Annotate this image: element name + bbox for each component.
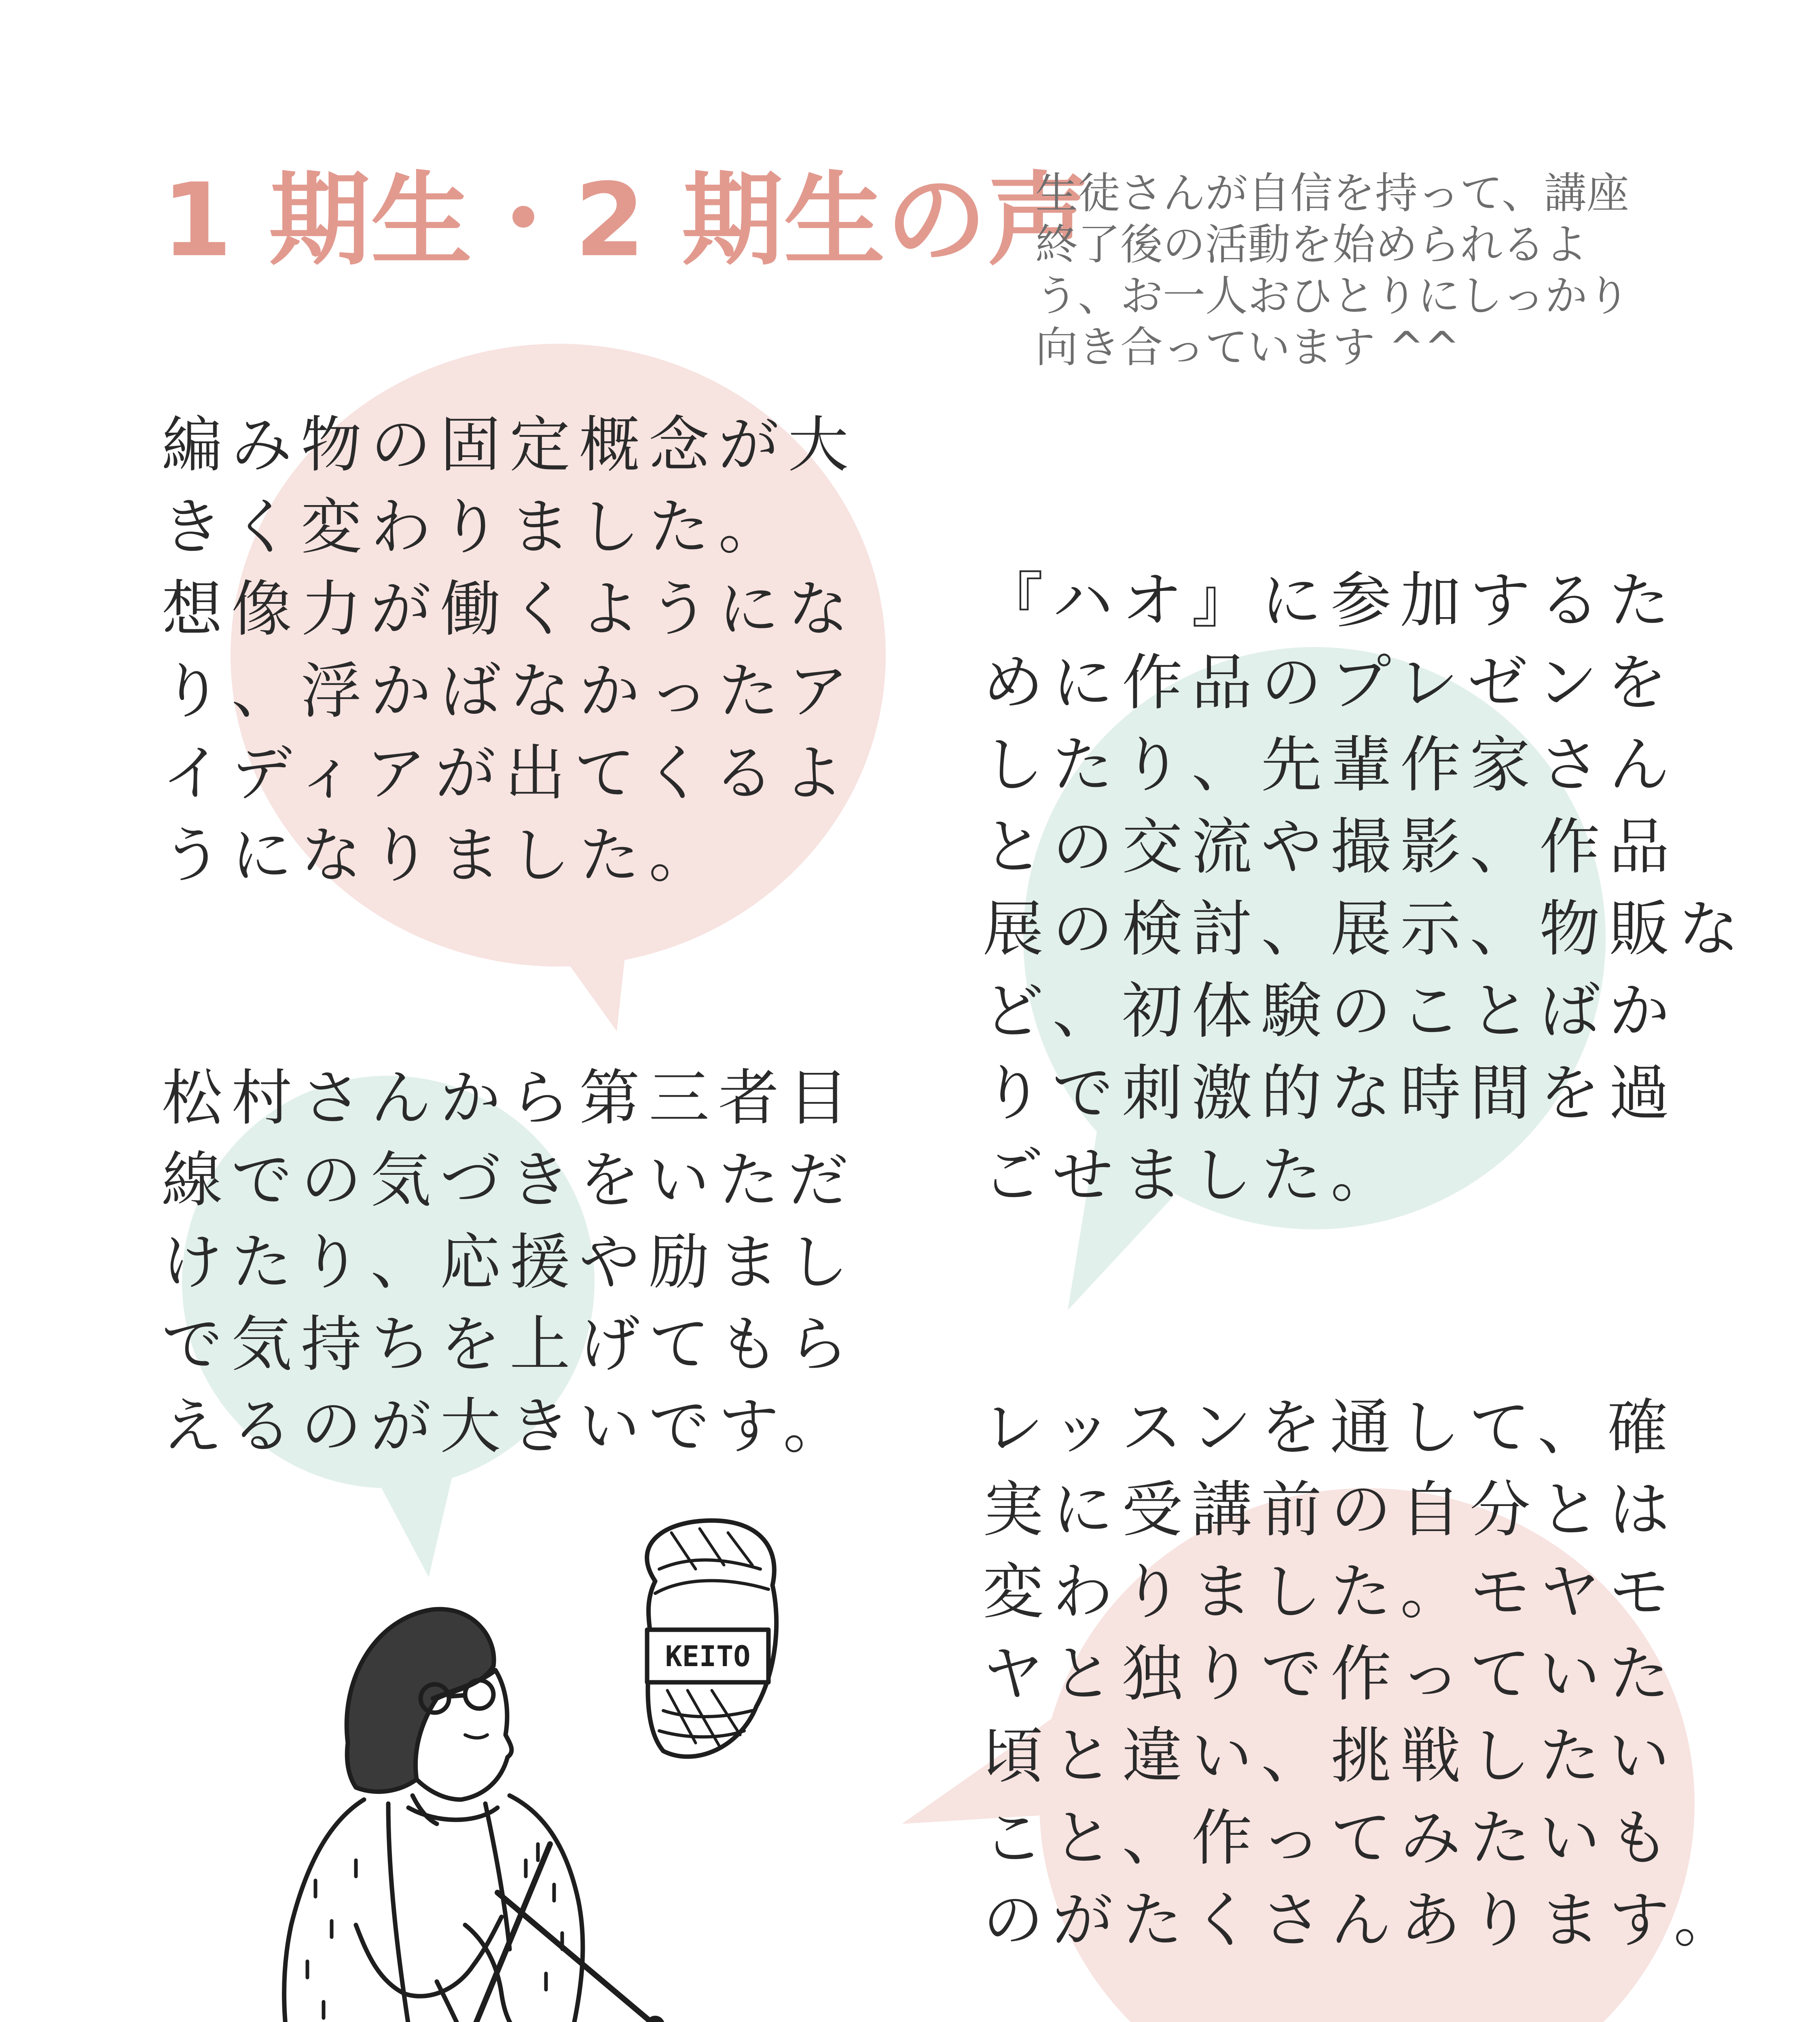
testimonial-line: うになりました。	[162, 821, 719, 891]
testimonial-line: 変わりました。モヤモ	[983, 1557, 1679, 1627]
testimonial-line: 編み物の固定概念が大	[162, 410, 858, 480]
testimonial-line: ごせました。	[983, 1140, 1401, 1211]
testimonial-line: きく変わりました。	[162, 492, 788, 563]
testimonial-line: けたり、応援や励まし	[162, 1227, 858, 1298]
testimonial-line: のがたくさんあります。	[983, 1885, 1744, 1956]
testimonial-line: との交流や撮影、作品	[983, 812, 1679, 882]
testimonial-line: 松村さんから第三者目	[162, 1063, 858, 1134]
testimonial-line: イディアが出てくるよ	[162, 738, 853, 809]
testimonial-line: り、浮かばなかったア	[162, 656, 858, 727]
testimonial-line: めに作品のプレゼンを	[983, 648, 1676, 718]
testimonial-line: こと、作ってみたいも	[983, 1803, 1679, 1874]
intro-line: 終了後の活動を始められるよ	[1035, 220, 1588, 269]
testimonial-line: えるのが大きいです。	[162, 1392, 853, 1462]
testimonial-line: 線での気づきをいただ	[162, 1145, 858, 1216]
testimonial-line: 頃と違い、挑戦したい	[983, 1721, 1679, 1791]
testimonial-line: レッスンを通して、確	[983, 1393, 1677, 1463]
testimonial-line: 実に受講前の自分とは	[983, 1475, 1679, 1545]
page-title: 1 期生・2 期生の声	[162, 161, 1090, 279]
intro-line: 生徒さんが自信を持って、講座	[1035, 169, 1629, 218]
testimonial-line: で気持ちを上げてもら	[162, 1309, 858, 1380]
testimonial-line: したり、先輩作家さん	[983, 730, 1679, 800]
testimonial-line: 想像力が働くようにな	[162, 574, 858, 645]
knitting-woman-icon	[284, 1609, 662, 2022]
intro-line: う、お一人おひとりにしっかり	[1035, 271, 1630, 321]
testimonial-line: ど、初体験のことばか	[983, 976, 1679, 1047]
yarn-label: KEITO	[665, 1640, 751, 1673]
testimonial-line: ヤと独りで作っていた	[983, 1639, 1679, 1709]
intro-line: 向き合っています ^^	[1035, 323, 1460, 372]
testimonial-line: 『ハオ』に参加するた	[983, 566, 1679, 636]
testimonial-line: りで刺激的な時間を過	[983, 1058, 1679, 1129]
yarn-skein-icon	[647, 1521, 777, 1757]
testimonial-line: 展の検討、展示、物販な	[983, 894, 1748, 964]
